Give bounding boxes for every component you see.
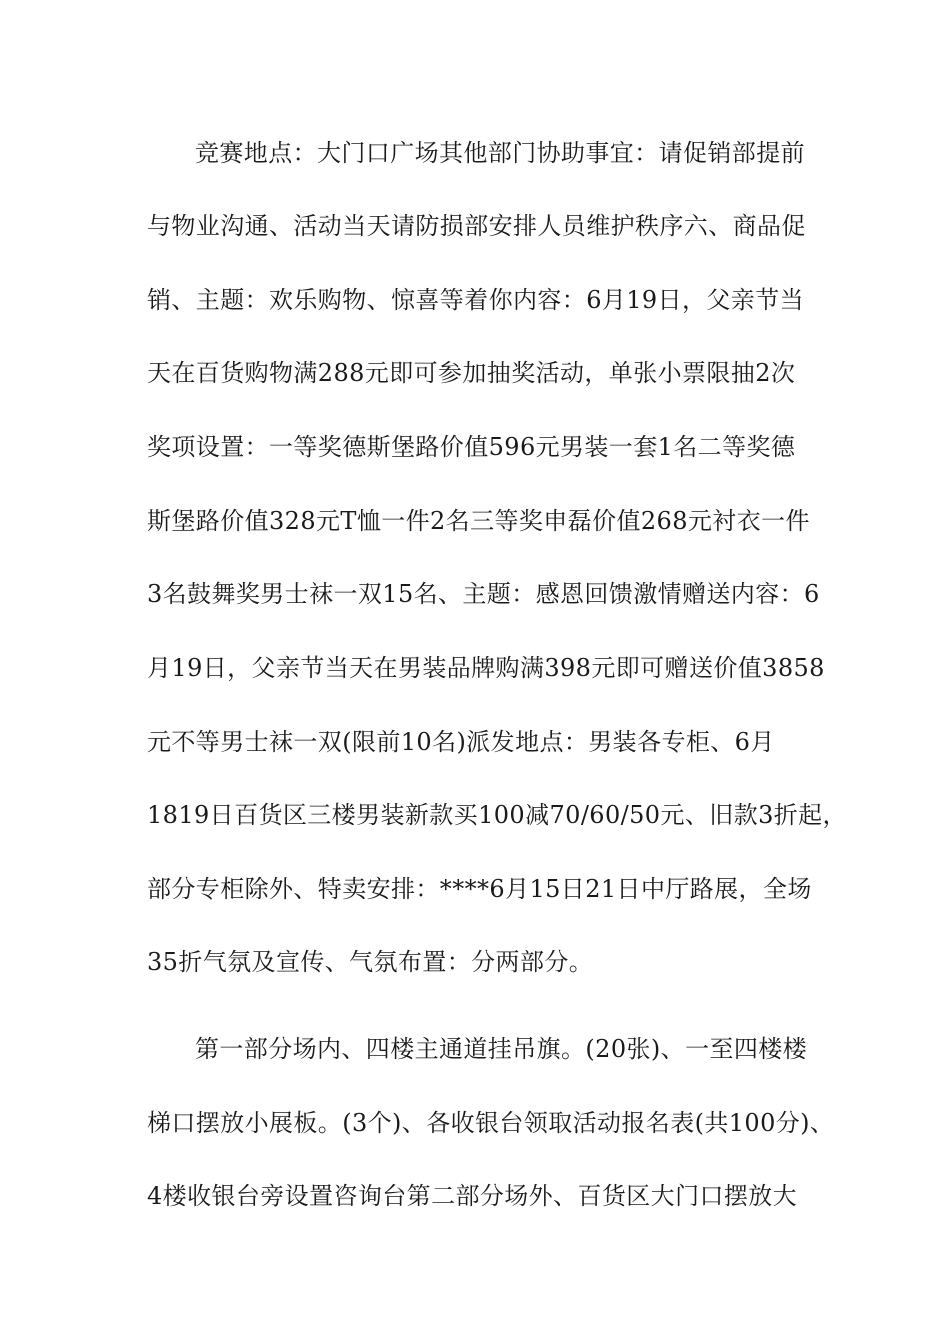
text-line: 奖项设置：一等奖德斯堡路价值596元男装一套1名二等奖德: [147, 433, 796, 461]
text-line: 4楼收银台旁设置咨询台第二部分场外、百货区大门口摆放大: [147, 1182, 798, 1210]
text-line: 部分专柜除外、特卖安排：****6月15日21日中厅路展，全场: [147, 875, 812, 903]
text-line: 第一部分场内、四楼主通道挂吊旗。(20张)、一至四楼楼: [195, 1035, 808, 1063]
text-line: 销、主题：欢乐购物、惊喜等着你内容：6月19日，父亲节当: [147, 286, 805, 314]
text-line: 与物业沟通、活动当天请防损部安排人员维护秩序六、商品促: [147, 212, 806, 240]
text-line: 竞赛地点：大门口广场其他部门协助事宜：请促销部提前: [195, 139, 805, 167]
text-line: 35折气氛及宣传、气氛布置：分两部分。: [147, 948, 594, 976]
text-line: 梯口摆放小展板。(3个)、各收银台领取活动报名表(共100分)、: [147, 1109, 835, 1137]
text-line: 斯堡路价值328元T恤一件2名三等奖申磊价值268元衬衣一件: [147, 507, 810, 535]
text-line: 月19日，父亲节当天在男装品牌购满398元即可赠送价值3858: [147, 654, 825, 682]
text-line: 1819日百货区三楼男装新款买100减70/60/50元、旧款3折起，: [147, 801, 847, 829]
text-line: 3名鼓舞奖男士袜一双15名、主题：感恩回馈激情赠送内容：6: [147, 580, 820, 608]
text-line: 元不等男士袜一双(限前10名)派发地点：男装各专柜、6月: [147, 728, 775, 756]
text-line: 天在百货购物满288元即可参加抽奖活动，单张小票限抽2次: [147, 359, 796, 387]
